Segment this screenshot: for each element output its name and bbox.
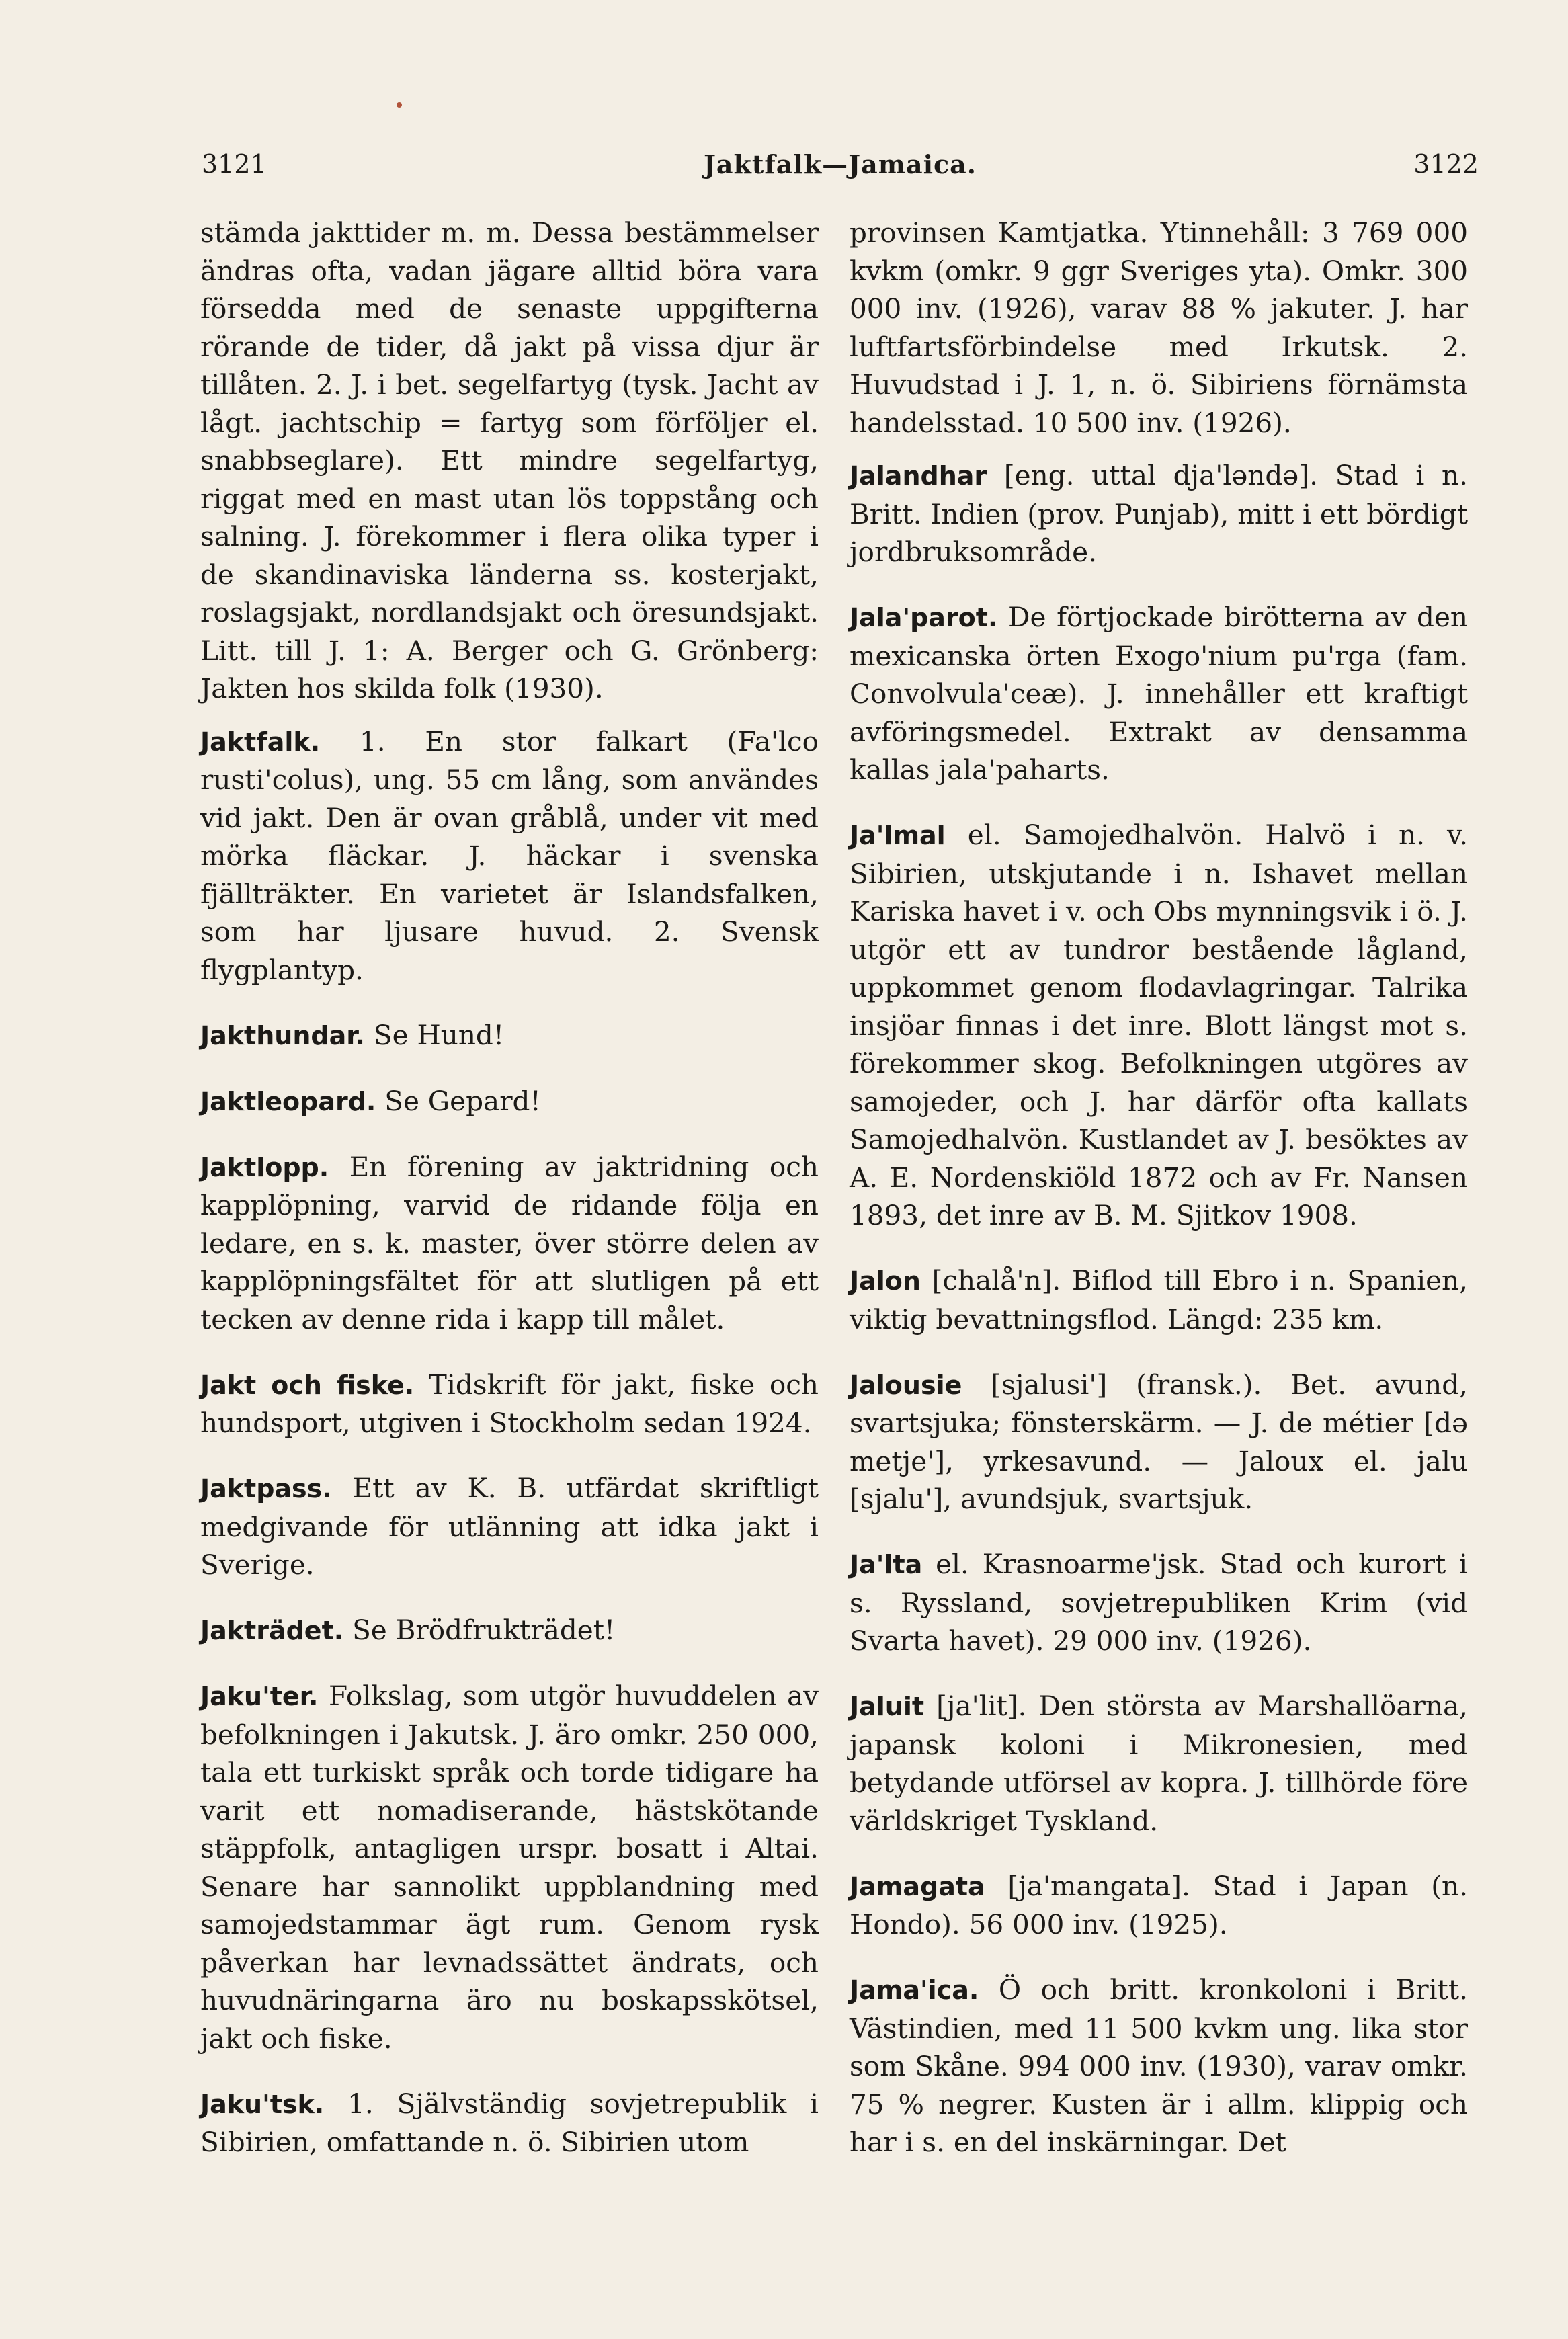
entry-text: Se Gepard!	[384, 1084, 541, 1117]
entry	[200, 1469, 819, 1584]
entry-headword: Jala'parot.	[850, 603, 998, 632]
page-number-right: 3122	[1413, 149, 1479, 179]
entry	[200, 1611, 819, 1650]
entry-text: el. Krasnoarme'jsk. Stad och kurort i s. Ryssland, sovjetrepubliken Krim (vid Svarta havet). 29 000 inv. (1926).	[850, 1548, 1469, 1657]
entry	[200, 1677, 819, 2057]
entry	[850, 1545, 1468, 1660]
entry-headword: Jaku'tsk.	[200, 2089, 325, 2119]
entry-text: [ja'lit]. Den största av Marshallöarna, japansk koloni i Mikronesien, med betydande utförsel av kopra. J. tillhörde före världskriget Tyskland.	[850, 1690, 1468, 1837]
entry	[200, 1016, 819, 1055]
entry	[850, 1867, 1468, 1944]
continued-text: stämda jakttider m. m. Dessa bestämmelser ändras ofta, vadan jägare alltid böra vara försedda med de senaste uppgifterna rörande de tider, då jakt på vissa djur är tillåten. 2. J. i bet. segelfartyg (tysk. Jacht av lågt. jachtschip = fartyg som förföljer el. snabbseglare). Ett mindre segelfartyg, riggat med en mast utan lös toppstång och salning. J. förekommer i flera olika typer i de skandinaviska länderna ss. kosterjakt, roslagsjakt, nordlandsjakt och öresundsjakt. Litt. till J. 1: A. Berger och G. Grönberg: Jakten hos skilda folk (1930).	[200, 216, 819, 704]
entry-text: [eng. uttal dja'ləndə]. Stad i n. Britt. Indien (prov. Punjab), mitt i ett bördigt jordbruksområde.	[850, 459, 1469, 568]
entry-text: Ö och britt. kronkoloni i Britt. Västindien, med 11 500 kvkm ung. lika stor som Skåne. 994 000 inv. (1930), varav omkr. 75 % negrer. Kusten är i allm. klippig och har i s. en del inskärningar. Det	[850, 1973, 1468, 2158]
right-entries	[850, 456, 1468, 2162]
entry	[850, 1971, 1468, 2162]
running-title: Jaktfalk—Jamaica.	[703, 149, 977, 179]
entry	[200, 1366, 819, 1442]
entry-headword: Jaku'ter.	[200, 1682, 319, 1711]
entry-headword: Jakthundar.	[200, 1020, 365, 1051]
entry-text: [chalå'n]. Biflod till Ebro i n. Spanien, viktig bevattningsflod. Längd: 235 km.	[850, 1264, 1468, 1336]
entry	[850, 1262, 1468, 1338]
entry-text: Se Brödfrukträdet!	[352, 1614, 616, 1646]
entry-text: En förening av jaktridning och kapplöpning, varvid de ridande följa en ledare, en s. k. master, över större delen av kapplöpningsfältet för att slutligen på ett tecken av denne rida i kapp till målet.	[200, 1150, 819, 1336]
entry-text: De förtjockade birötterna av den mexicanska örten Exogo'nium pu'rga (fam. Convolvula'ceæ). J. innehåller ett kraftigt avföringsmedel. Extrakt av densamma kallas jala'paharts.	[850, 601, 1468, 786]
entry-text: Ett av K. B. utfärdat skriftligt medgivande för utlänning att idka jakt i Sverige.	[200, 1472, 819, 1581]
entry	[850, 1687, 1468, 1840]
entry	[200, 1082, 819, 1121]
entry-headword: Jaluit	[850, 1692, 925, 1721]
entry-text: [sjalusi'] (fransk.). Bet. avund, svartsjuka; fönsterskärm. — J. de métier [də metje'], yrkesavund. — Jaloux el. jalu [sjalu'], avundsjuk, svartsjuk.	[850, 1368, 1468, 1515]
left-column	[200, 214, 819, 2188]
entry-headword: Jama'ica.	[850, 1975, 979, 2005]
entry-headword: Jalon	[850, 1266, 921, 1296]
entry-headword: Jaktpass.	[200, 1474, 332, 1504]
entry-text: el. Samojedhalvön. Halvö i n. v. Sibirien, utskjutande i n. Ishavet mellan Kariska havet i v. och Obs mynningsvik i ö. J. utgör ett av tundror bestående lågland, uppkommet genom flodavlagringar. Talrika insjöar finnas i det inre. Blott längst mot s. förekommer skog. Befolkningen utgöres av samojeder, och J. har därför ofta kallats Samojedhalvön. Kustlandet av J. besöktes av A. E. Nordenskiöld 1872 och av Fr. Nansen 1893, det inre av B. M. Sjitkov 1908.	[850, 819, 1469, 1231]
entry-headword: Jaktleopard.	[200, 1086, 376, 1116]
entry-text: Tidskrift för jakt, fiske och hundsport, utgiven i Stockholm sedan 1924.	[200, 1368, 819, 1439]
entry-text: 1. Självständig sovjetrepublik i Sibirien, omfattande n. ö. Sibirien utom	[200, 2087, 819, 2158]
entry-headword: Jamagata	[850, 1871, 985, 1901]
entry-headword: Jakt och fiske.	[200, 1370, 415, 1400]
entry-headword: Jalandhar	[850, 461, 987, 491]
entry	[850, 456, 1468, 571]
entry	[200, 1148, 819, 1339]
ink-speck	[397, 102, 402, 108]
entry-headword: Ja'lta	[850, 1550, 923, 1579]
page-header	[202, 149, 1479, 190]
entry-text: Se Hund!	[373, 1018, 505, 1051]
entry-text: [ja'mangata]. Stad i Japan (n. Hondo). 56 000 inv. (1925).	[850, 1869, 1468, 1940]
page-number-left: 3121	[202, 149, 267, 179]
entry-text: 1. En stor falkart (Fa'lco rusti'colus), ung. 55 cm lång, som användes vid jakt. Den är ovan gråblå, under vit med mörka fläckar. J. häckar i svenska fjällträkter. En varietet är Islandsfalken, som har ljusare huvud. 2. Svensk flygplantyp.	[200, 725, 819, 986]
left-entries	[200, 723, 819, 2162]
entry-headword: Ja'lmal	[850, 821, 946, 850]
entry-headword: Jaktlopp.	[200, 1152, 329, 1182]
entry	[850, 816, 1468, 1235]
entry-headword: Jalousie	[850, 1370, 962, 1400]
continued-text: provinsen Kamtjatka. Ytinnehåll: 3 769 000 kvkm (omkr. 9 ggr Sveriges yta). Omkr. 300 000 inv. (1926), varav 88 % jakuter. J. har luftfartsförbindelse med Irkutsk. 2. Huvudstad i J. 1, n. ö. Sibiriens förnämsta handelsstad. 10 500 inv. (1926).	[850, 216, 1468, 439]
entry-headword: Jakträdet.	[200, 1616, 344, 1645]
entry-headword: Jaktfalk.	[200, 727, 321, 757]
entry	[200, 2085, 819, 2162]
entry-text: Folkslag, som utgör huvuddelen av befolkningen i Jakutsk. J. äro omkr. 250 000, tala ett turkiskt språk och torde tidigare ha varit ett nomadiserande, hästskötande stäppfolk, antagligen urspr. bosatt i Altai. Senare har sannolikt uppblandning med samojedstammar ägt rum. Genom rysk påverkan har levnadssättet ändrats, och huvudnäringarna äro nu boskapsskötsel, jakt och fiske.	[200, 1680, 819, 2055]
right-column	[850, 214, 1468, 2188]
entry	[200, 723, 819, 989]
entry	[850, 1366, 1468, 1518]
entry	[850, 598, 1468, 789]
